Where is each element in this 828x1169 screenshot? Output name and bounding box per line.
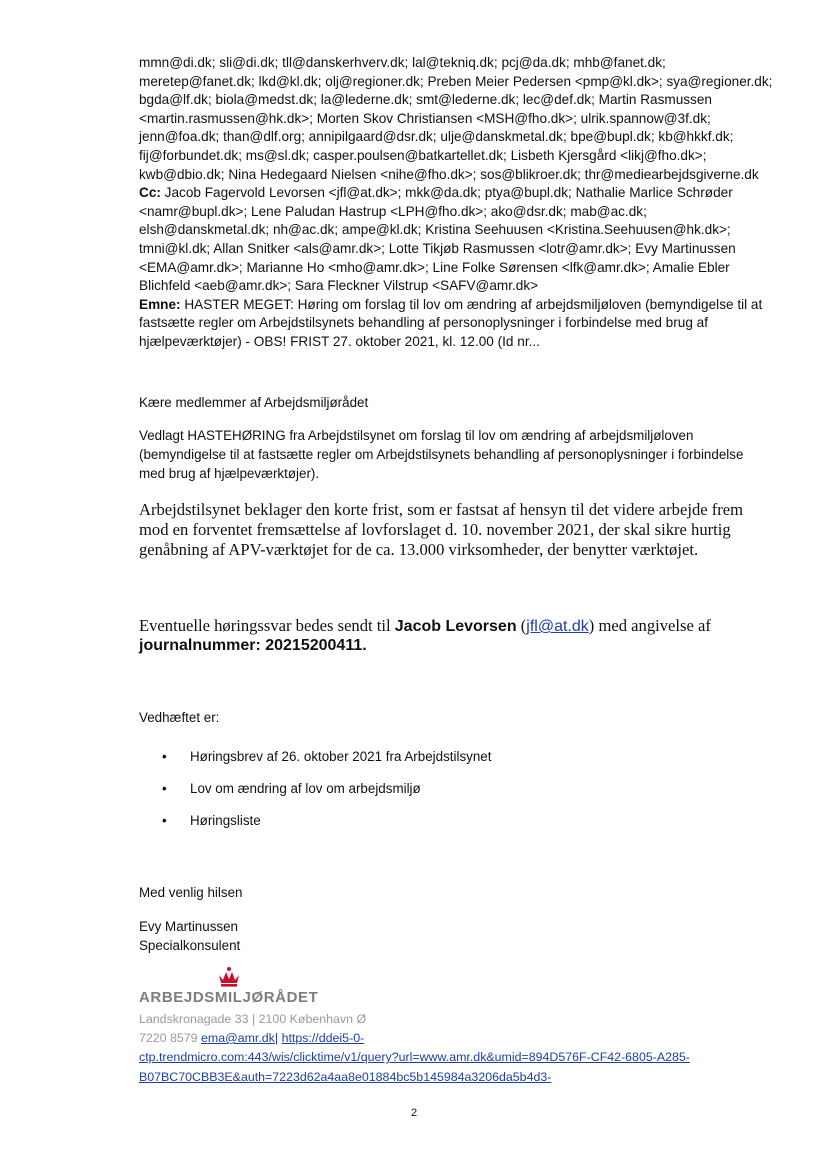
attachments-label: Vedhæftet er: <box>139 710 220 725</box>
signature-url-part-1[interactable]: https://ddei5-0- <box>281 1031 365 1045</box>
crown-band <box>221 984 237 987</box>
cc-label: Cc: <box>139 185 161 201</box>
sender-name: Evy Martinussen <box>139 919 238 934</box>
cc-recipients <box>139 184 779 296</box>
bullet-icon: • <box>162 781 167 796</box>
apology-line-2: mod en forventet fremsættelse af lovforslaget d. 10. november 2021, der skal sikre hurtig <box>139 520 731 539</box>
intro-line-3: med brug af hjælpeværktøjer). <box>139 466 320 481</box>
crown-top-ornament <box>227 967 231 971</box>
sender-title: Specialkonsulent <box>139 938 241 953</box>
greeting: Kære medlemmer af Arbejdsmiljørådet <box>139 395 369 410</box>
signature-separator: | <box>274 1031 282 1045</box>
intro-line-1: Vedlagt HASTEHØRING fra Arbejdstilsynet om forslag til lov om ændring af arbejdsmiljøloven <box>139 428 694 443</box>
signature-contact-line <box>139 1031 364 1045</box>
reply-instruction <box>139 616 711 637</box>
attachment-item[interactable]: Lov om ændring af lov om arbejdsmiljø <box>190 781 421 796</box>
to-recipients-text: mmn@di.dk; sli@di.dk; tll@danskerhverv.dk; lal@tekniq.dk; pcj@da.dk; mhb@fanet.dk; meretep@fanet.dk; lkd@kl.dk; olj@regioner.dk; Preben Meier Pedersen <pmp@kl.dk>; sya@regioner.dk; bgda@lf.dk; biola@medst.dk; la@lederne.dk; smt@lederne.dk; lec@def.dk; Martin Rasmussen <martin.rasmussen@hk.dk>; Morten Skov Christiansen <MSH@fho.dk>; ulrik.spannow@3f.dk; jenn@foa.dk; than@dlf.org; annipilgaard@dsr.dk; ulje@danskmetal.dk; bpe@bupl.dk; kb@hkkf.dk; fij@forbundet.dk; ms@sl.dk; casper.poulsen@batkartellet.dk; Lisbeth Kjersgård <likj@fho.dk>; kwb@dbio.dk; Nina Hedegaard Nielsen <nihe@fho.dk>; sos@blikroer.dk; thr@mediearbejdsgiverne.dk <box>139 55 773 182</box>
crown-body <box>219 972 239 983</box>
reply-contact-name: Jacob Levorsen <box>394 618 517 635</box>
signature-address: Landskronagade 33 | 2100 København Ø <box>139 1012 367 1026</box>
crown-logo-icon <box>216 966 242 988</box>
reply-suffix: ) med angivelse af <box>588 616 711 635</box>
email-header <box>139 54 779 352</box>
page-number: 2 <box>411 1107 418 1119</box>
signature-email-link[interactable]: ema@amr.dk <box>201 1031 275 1045</box>
reply-email-link[interactable]: jfl@at.dk <box>526 618 589 635</box>
org-logo-text: ARBEJDSMILJØRÅDET <box>139 989 319 1006</box>
to-recipients <box>139 54 779 184</box>
subject-label: Emne: <box>139 296 181 312</box>
journal-number: journalnummer: 20215200411. <box>139 637 367 654</box>
reply-prefix: Eventuelle høringssvar bedes sendt til <box>139 616 395 635</box>
email-subject <box>139 296 779 352</box>
bullet-icon: • <box>162 749 167 764</box>
signature-phone: 7220 8579 <box>139 1031 202 1045</box>
closing: Med venlig hilsen <box>139 885 243 900</box>
attachment-item[interactable]: Høringsliste <box>190 813 261 828</box>
cc-recipients-text: Jacob Fagervold Levorsen <jfl@at.dk>; mkk@da.dk; ptya@bupl.dk; Nathalie Marlice Schrøder <namr@bupl.dk>; Lene Paludan Hastrup <LPH@fho.dk>; ako@dsr.dk; mab@ac.dk; elsh@danskmetal.dk; nh@ac.dk; ampe@kl.dk; Kristina Seehuusen <Kristina.Seehuusen@hk.dk>; tmni@kl.dk; Allan Snitker <als@amr.dk>; Lotte Tikjøb Rasmussen <lotr@amr.dk>; Evy Martinussen <EMA@amr.dk>; Marianne Ho <mho@amr.dk>; Line Folke Sørensen <lfk@amr.dk>; Amalie Ebler Blichfeld <aeb@amr.dk>; Sara Fleckner Vilstrup <SAFV@amr.dk> <box>139 185 736 294</box>
intro-line-2: (bemyndigelse til at fastsætte regler om Arbejdstilsynets behandling af personoplysninger i forbindelse <box>139 447 744 462</box>
reply-open-paren: ( <box>516 616 527 635</box>
apology-line-1: Arbejdstilsynet beklager den korte frist, som er fastsat af hensyn til det videre arbejde frem <box>139 500 744 519</box>
signature-url-part-2[interactable]: ctp.trendmicro.com:443/wis/clicktime/v1/query?url=www.amr.dk&umid=894D576F-CF42-6805-A285- <box>139 1050 690 1064</box>
subject-text: HASTER MEGET: Høring om forslag til lov om ændring af arbejdsmiljøloven (bemyndigelse til at fastsætte regler om Arbejdstilsynets behandling af personoplysninger i forbindelse med brug af hjælpeværktøjer) - OBS! FRIST 27. oktober 2021, kl. 12.00 (Id nr... <box>139 296 763 349</box>
apology-line-3: genåbning af APV-værktøjet for de ca. 13.000 virksomheder, der benytter værktøjet. <box>139 540 699 559</box>
signature-url-part-3[interactable]: B07BC70CBB3E&auth=7223d62a4aa8e01884bc5b145984a3206da5b4d3- <box>139 1070 552 1084</box>
attachment-item[interactable]: Høringsbrev af 26. oktober 2021 fra Arbejdstilsynet <box>190 749 492 764</box>
bullet-icon: • <box>162 813 167 828</box>
